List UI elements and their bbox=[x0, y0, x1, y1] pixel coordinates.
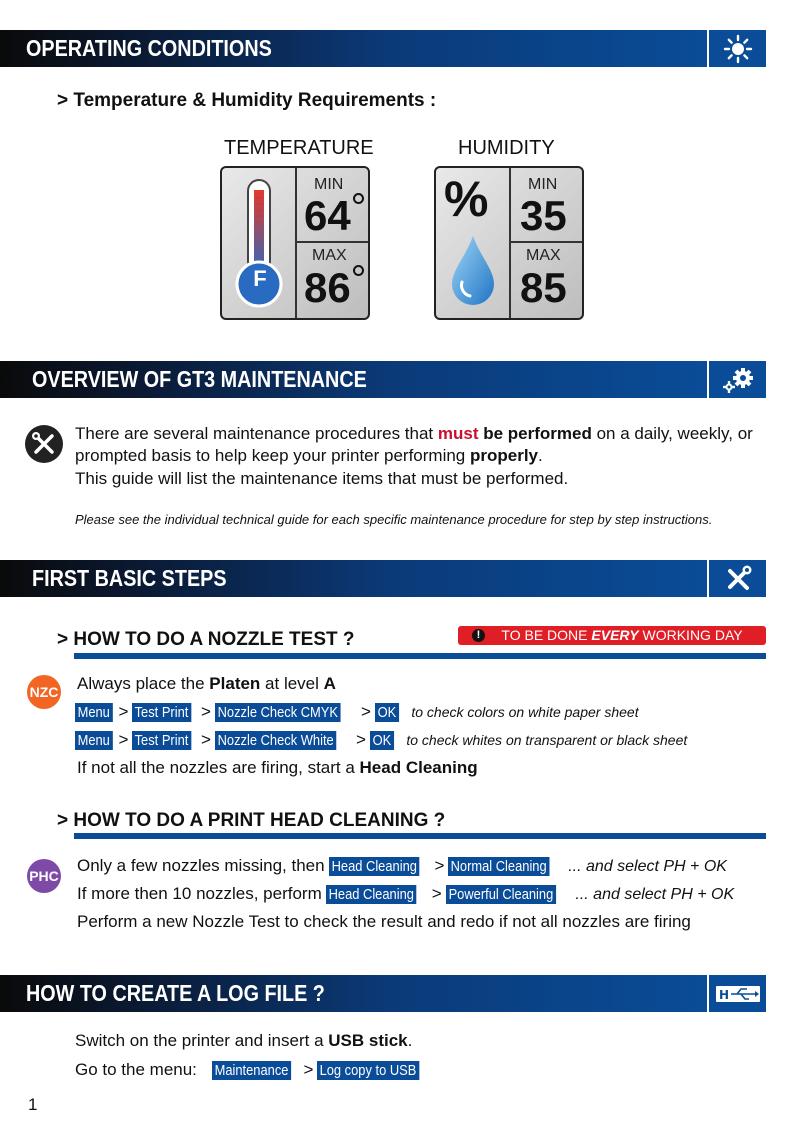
section-header-overview bbox=[0, 361, 707, 398]
humidity-min-label: MIN bbox=[528, 176, 558, 193]
log-line-2 bbox=[75, 1060, 430, 1080]
warning-emphasis: EVERY bbox=[591, 627, 639, 643]
overview-line-1 bbox=[75, 424, 753, 444]
emphasis-level: A bbox=[323, 674, 336, 693]
section-header-operating-conditions bbox=[0, 30, 707, 67]
emphasis-head-cleaning: Head Cleaning bbox=[359, 758, 478, 777]
log-text: Go to the menu: bbox=[75, 1060, 197, 1079]
section-header-first-basic-steps bbox=[0, 560, 707, 597]
cleaning-text: If more then 10 nozzles, perform bbox=[77, 884, 327, 903]
nozzle-white-path bbox=[75, 730, 687, 750]
path-separator: > bbox=[431, 884, 442, 903]
divider bbox=[74, 653, 766, 659]
section-header-log-file bbox=[0, 975, 707, 1012]
nozzle-text: If not all the nozzles are firing, start a bbox=[77, 758, 360, 777]
svg-text:H: H bbox=[718, 987, 729, 1002]
powerful-cleaning-step-button[interactable]: Powerful Cleaning bbox=[446, 885, 556, 904]
menu-step-button[interactable]: Menu bbox=[75, 703, 112, 722]
humidity-min-value: 35 bbox=[520, 192, 567, 239]
normal-cleaning-step-button[interactable]: Normal Cleaning bbox=[448, 857, 549, 876]
log-copy-to-usb-step-button[interactable]: Log copy to USB bbox=[317, 1061, 419, 1080]
cleaning-text: Only a few nozzles missing, then bbox=[77, 856, 330, 875]
cleaning-suffix: ... and select PH + OK bbox=[568, 858, 727, 875]
maintenance-step-button[interactable]: Maintenance bbox=[212, 1061, 291, 1080]
fahrenheit-badge: F bbox=[253, 266, 267, 291]
overview-text: There are several maintenance procedures that bbox=[75, 424, 438, 443]
overview-note: Please see the individual technical guide for each specific maintenance procedure for step by step instructions. bbox=[75, 512, 713, 527]
section-title: HOW TO CREATE A LOG FILE ? bbox=[26, 980, 325, 1006]
temperature-card bbox=[220, 166, 370, 320]
gears-icon bbox=[709, 361, 766, 398]
humidity-max-label: MAX bbox=[526, 247, 561, 264]
degree-icon bbox=[353, 193, 364, 204]
cleaning-line-3: Perform a new Nozzle Test to check the result and redo if not all nozzles are firing bbox=[77, 912, 691, 931]
cleaning-line-1 bbox=[77, 856, 727, 876]
tools-icon bbox=[709, 560, 766, 597]
percent-symbol: % bbox=[444, 171, 489, 227]
path-separator: > bbox=[118, 730, 129, 749]
temperature-min-value: 64 bbox=[304, 192, 351, 239]
log-text: . bbox=[407, 1031, 413, 1050]
test-print-step-button[interactable]: Test Print bbox=[132, 731, 191, 750]
temperature-min-label: MIN bbox=[314, 176, 344, 193]
section-title: OVERVIEW OF GT3 MAINTENANCE bbox=[32, 366, 367, 392]
log-line-1 bbox=[75, 1031, 412, 1051]
path-separator: > bbox=[201, 702, 211, 721]
degree-icon bbox=[353, 265, 364, 276]
overview-text: prompted basis to help keep your printer performing bbox=[75, 446, 470, 465]
section-title: FIRST BASIC STEPS bbox=[32, 565, 227, 591]
nozzle-line-4 bbox=[77, 758, 478, 778]
overview-text: . bbox=[538, 446, 543, 465]
path-separator: > bbox=[303, 1060, 314, 1079]
head-cleaning-step-button[interactable]: Head Cleaning bbox=[329, 857, 420, 876]
menu-step-button[interactable]: Menu bbox=[75, 731, 112, 750]
ok-step-button[interactable]: OK bbox=[370, 731, 394, 750]
test-print-step-button[interactable]: Test Print bbox=[132, 703, 191, 722]
temperature-title: TEMPERATURE bbox=[224, 137, 374, 159]
temperature-max-value: 86 bbox=[304, 264, 351, 311]
nozzle-test-heading: > HOW TO DO A NOZZLE TEST ? bbox=[57, 629, 355, 650]
temperature-max-label: MAX bbox=[312, 247, 347, 264]
alert-icon: ! bbox=[472, 629, 485, 642]
phc-badge: PHC bbox=[27, 859, 61, 893]
warning-text: WORKING DAY bbox=[638, 627, 743, 643]
ok-step-button[interactable]: OK bbox=[375, 703, 399, 722]
head-cleaning-step-button[interactable]: Head Cleaning bbox=[326, 885, 417, 904]
emphasis-properly: properly bbox=[469, 446, 539, 465]
nozzle-text: at level bbox=[260, 674, 324, 693]
overview-line-2 bbox=[75, 446, 543, 466]
nozzle-line-1 bbox=[77, 674, 336, 694]
cleaning-line-2 bbox=[77, 884, 734, 904]
overview-text: on a daily, weekly, or bbox=[591, 424, 753, 443]
path-separator: > bbox=[201, 730, 211, 749]
usb-icon bbox=[709, 975, 766, 1012]
daily-warning-banner bbox=[458, 626, 766, 645]
emphasis-performed: be performed bbox=[478, 424, 592, 443]
cmyk-caption: to check colors on white paper sheet bbox=[411, 704, 639, 720]
warning-text: TO BE DONE bbox=[501, 627, 592, 643]
nozzle-check-cmyk-step-button[interactable]: Nozzle Check CMYK bbox=[215, 703, 341, 722]
humidity-card bbox=[434, 166, 584, 320]
divider bbox=[74, 833, 766, 839]
sun-icon bbox=[709, 30, 766, 67]
nzc-badge: NZC bbox=[27, 675, 61, 709]
cleaning-suffix: ... and select PH + OK bbox=[575, 886, 735, 903]
nozzle-check-white-step-button[interactable]: Nozzle Check White bbox=[215, 731, 336, 750]
log-text: Switch on the printer and insert a bbox=[75, 1031, 329, 1050]
path-separator: > bbox=[118, 702, 129, 721]
head-cleaning-heading: > HOW TO DO A PRINT HEAD CLEANING ? bbox=[57, 810, 446, 831]
path-separator: > bbox=[360, 702, 371, 721]
humidity-max-value: 85 bbox=[520, 264, 567, 311]
env-subheading: > Temperature & Humidity Requirements : bbox=[57, 90, 437, 111]
nozzle-cmyk-path bbox=[75, 702, 639, 722]
water-drop-icon bbox=[450, 234, 496, 306]
wrench-screwdriver-icon bbox=[25, 425, 63, 463]
emphasis-usb-stick: USB stick bbox=[328, 1031, 408, 1050]
path-separator: > bbox=[355, 730, 366, 749]
path-separator: > bbox=[434, 856, 445, 875]
emphasis-platen: Platen bbox=[209, 674, 261, 693]
nozzle-text: Always place the bbox=[77, 674, 210, 693]
humidity-title: HUMIDITY bbox=[458, 137, 555, 159]
section-title: OPERATING CONDITIONS bbox=[26, 35, 272, 61]
white-caption: to check whites on transparent or black sheet bbox=[406, 732, 688, 748]
emphasis-must: must bbox=[437, 424, 479, 443]
page-number: 1 bbox=[28, 1095, 38, 1114]
overview-line-3: This guide will list the maintenance items that must be performed. bbox=[75, 469, 569, 488]
